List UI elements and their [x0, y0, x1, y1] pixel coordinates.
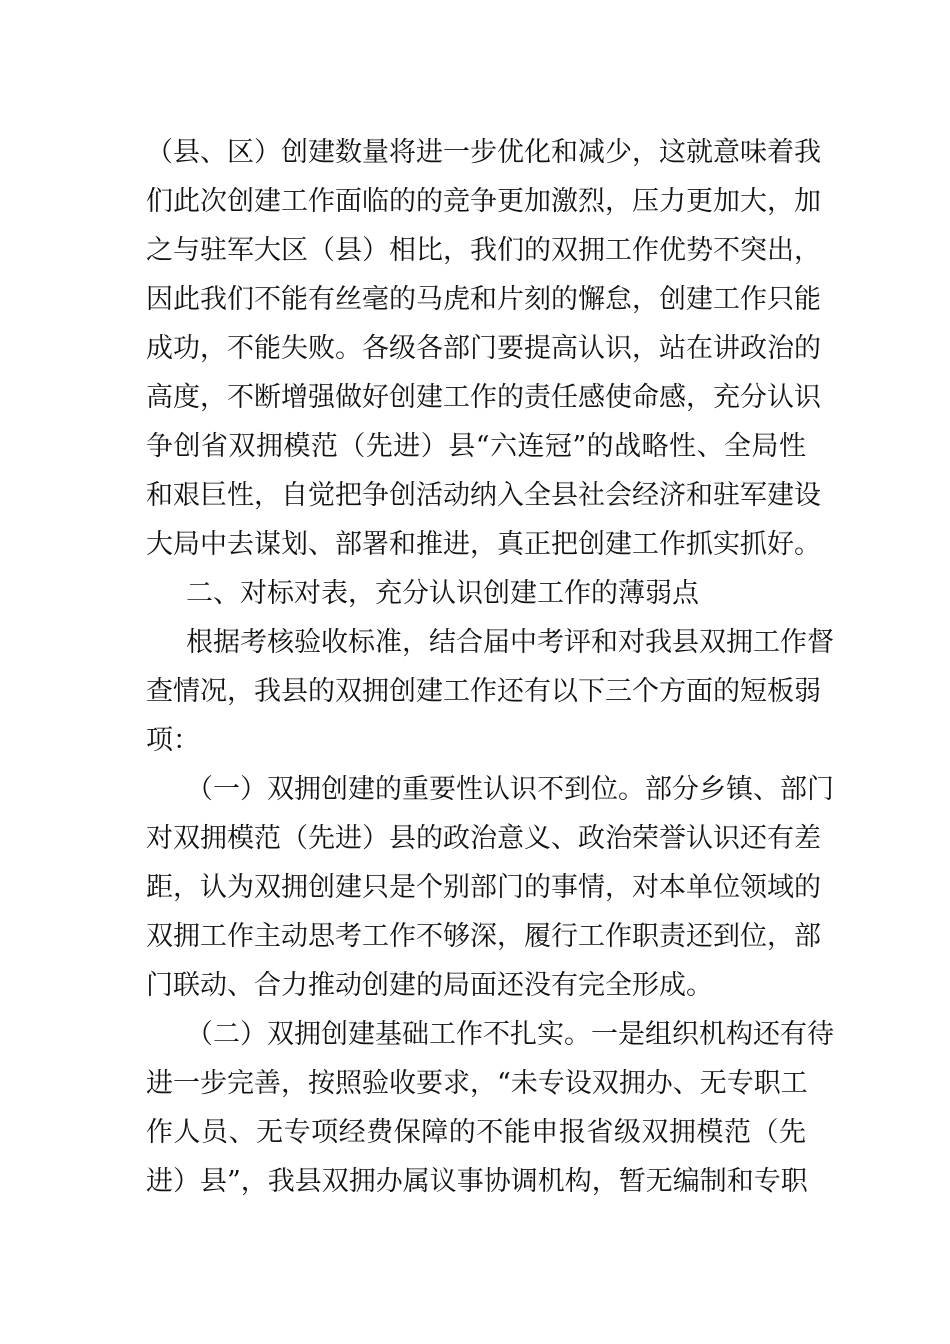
- text-line: 们此次创建工作面临的的竞争更加激烈，压力更加大，加: [146, 186, 821, 217]
- text-line: 大局中去谋划、部署和推进，真正把创建工作抓实抓好。: [146, 529, 821, 560]
- text-line: 双拥工作主动思考工作不够深，履行工作职责还到位，部: [146, 921, 821, 952]
- document-body: [146, 128, 834, 1206]
- text-line: 争创省双拥模范（先进）县“六连冠”的战略性、全局性: [146, 431, 806, 462]
- text-line: 进一步完善，按照验收要求，“未专设双拥办、无专职工: [146, 1068, 808, 1099]
- text-line: 根据考核验收标准，结合届中考评和对我县双拥工作督: [186, 627, 834, 658]
- text-line: 门联动、合力推动创建的局面还没有完全形成。: [146, 970, 713, 1001]
- text-line: 查情况，我县的双拥创建工作还有以下三个方面的短板弱: [146, 676, 821, 707]
- text-line: 作人员、无专项经费保障的不能申报省级双拥模范（先: [146, 1117, 806, 1148]
- text-line: 项：: [146, 725, 200, 756]
- text-line: 和艰巨性，自觉把争创活动纳入全县社会经济和驻军建设: [146, 480, 821, 511]
- text-line: （一）双拥创建的重要性认识不到位。部分乡镇、部门: [186, 774, 834, 805]
- text-line: 高度，不断增强做好创建工作的责任感使命感，充分认识: [146, 382, 821, 413]
- text-line: 距，认为双拥创建只是个别部门的事情，对本单位领域的: [146, 872, 821, 903]
- section-heading: 二、对标对表，充分认识创建工作的薄弱点: [186, 578, 699, 609]
- text-line: 对双拥模范（先进）县的政治意义、政治荣誉认识还有差: [146, 823, 821, 854]
- text-line: （县、区）创建数量将进一步优化和减少，这就意味着我: [146, 137, 821, 168]
- text-line: 之与驻军大区（县）相比，我们的双拥工作优势不突出，: [146, 235, 821, 266]
- text-line: （二）双拥创建基础工作不扎实。一是组织机构还有待: [186, 1019, 834, 1050]
- text-line: 进）县”，我县双拥办属议事协调机构，暂无编制和专职: [146, 1166, 808, 1197]
- text-line: 因此我们不能有丝毫的马虎和片刻的懈怠，创建工作只能: [146, 284, 821, 315]
- text-line: 成功，不能失败。各级各部门要提高认识，站在讲政治的: [146, 333, 821, 364]
